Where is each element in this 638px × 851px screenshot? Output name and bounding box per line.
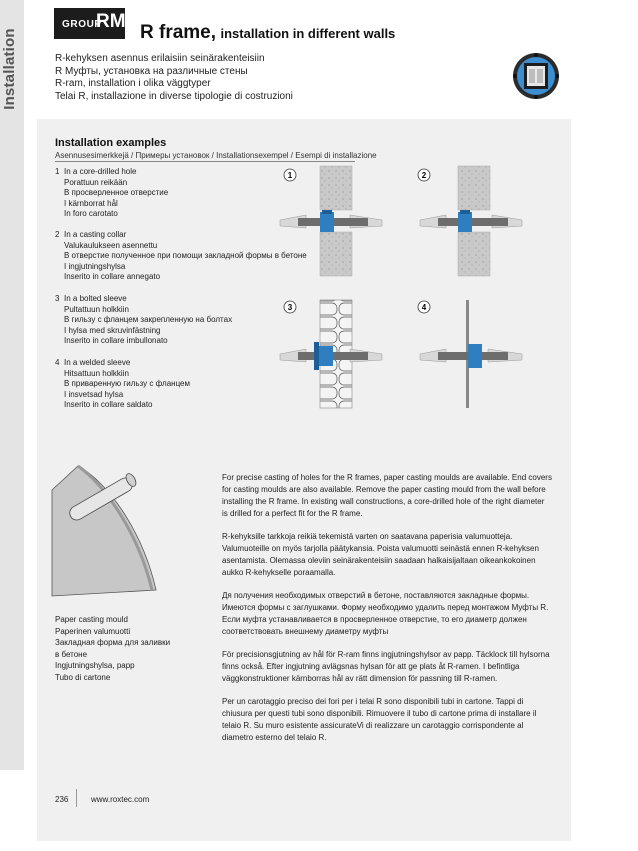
- example-line: Pultattuun holkkiin: [64, 304, 129, 314]
- example-line: I ingjutningshylsa: [64, 261, 126, 271]
- example-line: Inserito in collare imbullonato: [64, 336, 168, 346]
- example-line: В отверстие полученное при помощи закладной формы в бетоне: [64, 251, 307, 261]
- subtitle-it: Telai R, installazione in diverse tipologie di costruzioni: [55, 90, 293, 102]
- example-line: In a core-drilled hole: [64, 167, 137, 176]
- example-line: В приваренную гильзу с фланцем: [64, 379, 191, 389]
- example-number: 3: [55, 294, 60, 303]
- diagram-number-3: [284, 301, 296, 313]
- paper-casting-mould-image: [48, 462, 168, 602]
- title-main: R frame,: [140, 22, 217, 43]
- caption-line: Paperinen valumuotti: [55, 626, 131, 636]
- paragraph-it: Per un carotaggio preciso dei fori per i telai R sono disponibili tubi in cartone. Tappi di chiusura per questi tubi sono disponibili. Rimuovere il tubo di cartone prima di installare il telaio R. Su muro esistente assicurateVi di realizzare un carotaggio corrispondente al diametro esterno del telaio R.: [222, 697, 537, 742]
- footer-url: www.roxtec.com: [91, 795, 150, 804]
- caption-line: Paper casting mould: [55, 615, 128, 624]
- title-rest: installation in different walls: [220, 26, 396, 41]
- page-title: [140, 22, 395, 44]
- group-code: RM: [96, 11, 126, 32]
- examples-subtitle: Asennusesimerkkejä / Примеры установок / Installationsexempel / Esempi di installazione: [55, 151, 377, 160]
- subtitle-sv: R-ram, installation i olika väggtyper: [55, 78, 211, 89]
- caption-line: Закладная форма для заливки: [55, 638, 171, 647]
- example-line: Porattuun reikään: [64, 177, 128, 187]
- paragraph-fi: R-kehyksille tarkkoja reikiä tekemistä varten on saatavana paperisia valumuotteja. Valumuoteille on myös tarjolla päätykansia. Poista valumuotti seinästä ennen R-kehyksen asentamista. Olemassa oleviin seinärakenteisiin saadaan halkaisijaltaan oikeankokoinen aukko R-kehykselle poraamalla.: [222, 532, 539, 577]
- example-number: 4: [55, 358, 60, 367]
- example-line: In a bolted sleeve: [64, 294, 127, 303]
- subtitle-list: [55, 53, 293, 103]
- examples-title: Installation examples: [55, 137, 167, 149]
- example-line: I insvetsad hylsa: [64, 389, 124, 399]
- diagram-core-drilled-hole: [280, 166, 382, 276]
- caption-line: Ingjutningshylsa, papp: [55, 661, 135, 670]
- caption-line: в бетоне: [55, 649, 88, 659]
- example-number: 2: [55, 230, 60, 239]
- svg-text:4: 4: [421, 303, 427, 312]
- section-label: Installation: [1, 28, 18, 110]
- group-label: GROUP: [62, 19, 102, 30]
- example-line: I hylsa med skruvinfästning: [64, 325, 161, 335]
- svg-text:2: 2: [421, 171, 427, 180]
- diagram-bolted-sleeve: [280, 300, 382, 408]
- example-line: Hitsattuun holkkiin: [64, 368, 129, 378]
- example-line: В гильзу с фланцем закрепленную на болтах: [64, 315, 233, 325]
- example-line: In a welded sleeve: [64, 358, 131, 367]
- example-line: Inserito in collare saldato: [64, 400, 153, 410]
- example-line: В просверленное отверстие: [64, 188, 169, 198]
- paragraph-sv: För precisionsgjutning av hål för R-ram finns ingjutningshylsor av papp. Täcklock till hylsorna finns också. Efter ingjutning avlägsnas hylsan för att ge plats åt R-ramen. I befintliga väggkonstruktioner kärnborras hål av rätt dimension för passning till R-ramen.: [222, 650, 550, 683]
- subtitle-fi: R-kehyksen asennus erilaisiin seinärakenteisiin: [55, 53, 265, 64]
- example-line: In a casting collar: [64, 230, 127, 239]
- caption-line: Tubo di cartone: [55, 672, 111, 682]
- footer-divider: [76, 789, 77, 807]
- page-number: 236: [55, 795, 69, 804]
- mould-caption: [55, 614, 170, 683]
- installation-diagrams: [278, 162, 568, 412]
- body-text: [222, 472, 552, 755]
- diagram-number-2: [418, 169, 430, 181]
- paragraph-en: For precise casting of holes for the R frames, paper casting moulds are available. End covers for casting moulds are also available. Remove the paper casting mould from the wall before installing the R frame. In existing wall constructions, a core-drilled hole of the right diameter is drilled for a perfect fit for the R frame.: [222, 473, 552, 518]
- example-line: Inserito in collare annegato: [64, 272, 161, 282]
- diagram-number-4: [418, 301, 430, 313]
- diagram-casting-collar: [420, 166, 522, 276]
- svg-text:3: 3: [287, 303, 293, 312]
- paragraph-ru: Дя получения необходимых отверстий в бетоне, поставляются закладные формы. Имеются формы с заглушками. Форму необходимо удалить перед монтажом Муфты R. Если муфта устанавливается в просверленное отверстие, то его диаметр должен соответствовать внешнему диаметру муфты: [222, 591, 549, 636]
- example-line: Valukaulukseen asennettu: [64, 240, 158, 250]
- diagram-welded-sleeve: [420, 300, 522, 408]
- example-number: 1: [55, 167, 60, 176]
- diagram-number-1: [284, 169, 296, 181]
- svg-text:1: 1: [287, 171, 293, 180]
- group-badge: [54, 8, 125, 39]
- example-line: I kärnborrat hål: [64, 198, 118, 208]
- example-line: In foro carotato: [64, 209, 118, 219]
- product-photo: [510, 45, 562, 107]
- subtitle-ru: R Муфты, установка на различные стены: [55, 65, 248, 77]
